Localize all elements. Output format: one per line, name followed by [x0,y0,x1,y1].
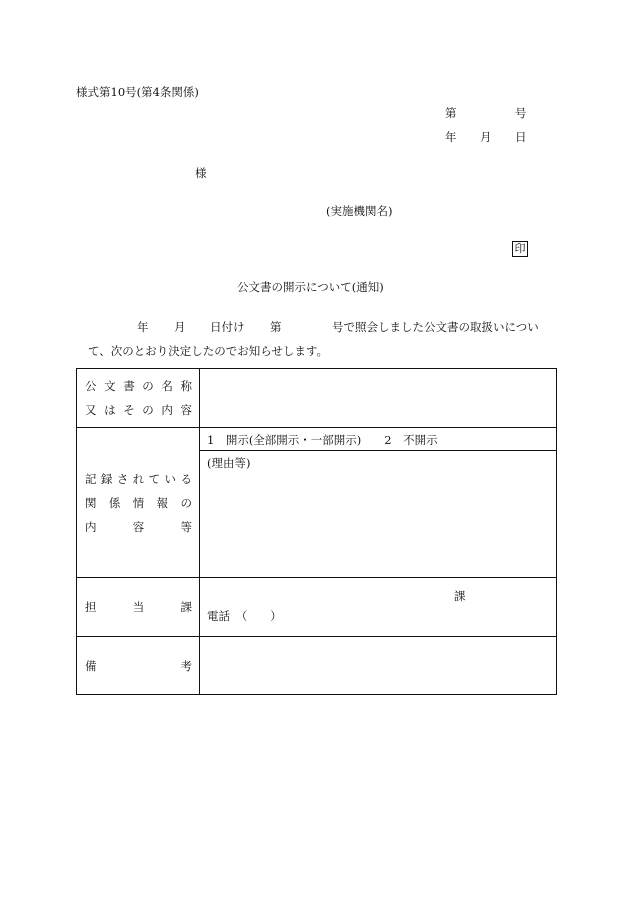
label-char: 等 [180,519,192,534]
seal-mark: 印 [512,241,528,257]
label-char: 容 [132,519,145,534]
label-char: さ [116,471,129,486]
label-record-content [77,428,200,578]
label-char: 記 [85,471,97,486]
label-char: 関 [85,495,97,510]
label-char: そ [123,403,135,417]
label-char: の [180,495,192,510]
label-char: 係 [108,495,121,510]
label-line [85,595,192,619]
label-line [85,654,192,678]
row-record-content [77,428,557,578]
body-no-prefix: 第 [270,320,282,334]
reason-label: (理由等) [207,456,251,470]
label-char: 内 [85,519,97,534]
form-number: 様式第10号(第4条関係) [76,85,199,99]
record-content-cell [200,428,557,578]
label-char: 備 [85,658,97,673]
label-char: い [164,471,177,486]
department-cell [200,578,557,637]
phone-text: 電話 （ ） [207,609,282,623]
body-line2: て、次のとおり決定したのでお知らせします。 [88,344,329,358]
label-line [85,515,192,539]
label-char: 録 [100,471,113,486]
addressee-suffix: 様 [195,166,207,180]
row-document-name [77,369,557,428]
doc-no-suffix: 号 [515,106,527,120]
label-char: は [104,403,116,417]
label-char: 担 [85,600,97,614]
label-char: 又 [85,403,97,417]
decision-text: 1 開示(全部開示・一部開示) 2 不開示 [207,433,438,447]
body-line1: 号で照会しました公文書の取扱いについ [332,320,539,334]
label-char: 公 [85,379,97,393]
label-department [77,578,200,637]
date-year: 年 [445,130,457,144]
agency-name: (実施機関名) [326,204,393,218]
label-document-name [77,369,200,428]
row-department [77,578,557,637]
label-char: る [180,471,192,486]
row-remarks [77,637,557,695]
label-char: 当 [132,600,145,614]
body-dated: 日付け [210,320,245,334]
label-char: 報 [156,495,169,510]
label-char: 課 [180,600,192,614]
date-day: 日 [515,130,527,144]
section-suffix: 課 [454,589,466,603]
label-char: れ [132,471,145,486]
body-year: 年 [137,320,149,334]
label-char: て [148,471,161,486]
decision-row [200,428,556,451]
body-month: 月 [174,320,186,334]
label-remarks [77,637,200,695]
label-char: 考 [180,658,192,673]
label-char: 名 [161,379,173,393]
doc-no-prefix: 第 [445,106,457,120]
disclosure-table [76,368,557,695]
label-char: 容 [180,403,192,417]
label-char: の [142,403,154,417]
date-month: 月 [480,130,492,144]
label-char: 称 [180,379,192,393]
label-char: 書 [123,379,135,393]
label-char: 内 [161,403,173,417]
label-char: の [142,379,154,393]
label-line [85,374,192,398]
label-char: 情 [132,495,145,510]
label-char: 文 [104,379,116,393]
label-line [85,467,192,491]
label-line [85,491,192,515]
label-line [85,398,192,422]
document-title: 公文書の開示について(通知) [237,280,384,294]
remarks-cell [200,637,557,695]
document-name-cell [200,369,557,428]
